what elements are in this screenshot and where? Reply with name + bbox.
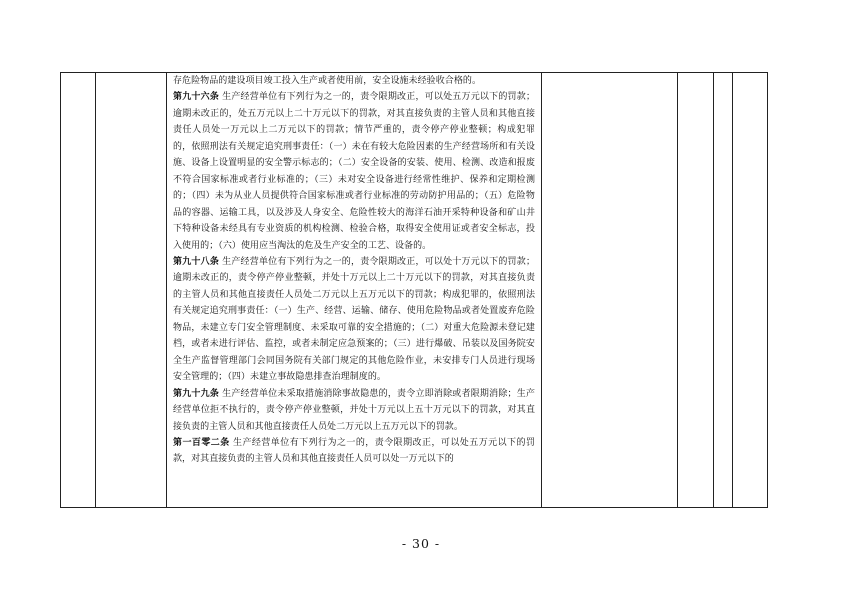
article [173, 435, 535, 468]
regulation-table [60, 72, 768, 508]
empty-cell [542, 73, 678, 508]
article [173, 254, 535, 386]
article-heading: 第九十九条 [173, 388, 220, 399]
empty-cell [61, 73, 96, 508]
article-body: 生产经营单位有下列行为之一的，责令限期改正，可以处五万元以下的罚款；逾期未改正的，处五万元以上二十万元以下的罚款，对其直接负责的主管人员和其他直接责任人员处一万元以上二万元以下的罚款；情节严重的，责令停产停业整顿；构成犯罪的，依照刑法有关规定追究刑事责任：（一）未在有较大危险因素的生产经营场所和有关设施、设备上设置明显的安全警示标志的；（二）安全设备的安装、使用、检测、改造和报废不符合国家标准或者行业标准的；（三）未对安全设备进行经常性维护、保养和定期检测的；（四）未为从业人员提供符合国家标准或者行业标准的劳动防护用品的；（五）危险物品的容器、运输工具，以及涉及人身安全、危险性较大的海洋石油开采特种设备和矿山井下特种设备未经具有专业资质的机构检测、检验合格，取得安全使用证或者安全标志，投入使用的；（六）使用应当淘汰的危及生产安全的工艺、设备的。 [173, 92, 536, 251]
empty-cell [714, 73, 733, 508]
empty-cell [733, 73, 768, 508]
article-body: 生产经营单位未采取措施消除事故隐患的，责令立即消除或者限期消除；生产经营单位拒不执行的，责令停产停业整顿，并处十万元以上五十万元以下的罚款，对其直接负责的主管人员和其他直接责任人员处二万元以上五万元以下的罚款。 [173, 388, 536, 432]
empty-cell [96, 73, 167, 508]
article [173, 89, 535, 254]
article-heading: 第一百零二条 [173, 437, 230, 448]
article [173, 386, 535, 435]
article-heading: 第九十六条 [173, 92, 220, 103]
page-number: - 30 - [401, 536, 441, 551]
empty-cell [678, 73, 714, 508]
article-heading: 第九十八条 [173, 256, 220, 267]
content-cell [167, 73, 542, 508]
article-body: 生产经营单位有下列行为之一的，责令限期改正，可以处十万元以下的罚款；逾期未改正的，责令停产停业整顿，并处十万元以上二十万元以下的罚款，对其直接负责的主管人员和其他直接责任人员处二万元以上五万元以下的罚款；构成犯罪的，依照刑法有关规定追究刑事责任：（一）生产、经营、运输、储存、使用危险物品或者处置废弃危险物品，未建立专门安全管理制度、未采取可靠的安全措施的；（二）对重大危险源未登记建档，或者未进行评估、监控，或者未制定应急预案的；（三）进行爆破、吊装以及国务院安全生产监督管理部门会同国务院有关部门规定的其他危险作业，未安排专门人员进行现场安全管理的；（四）未建立事故隐患排查治理制度的。 [173, 256, 536, 383]
article-body: 生产经营单位有下列行为之一的，责令限期改正，可以处五万元以下的罚款，对其直接负责的主管人员和其他直接责任人员可以处一万元以下的 [173, 437, 535, 465]
regulation-text [167, 73, 541, 468]
table-row [61, 73, 768, 508]
paragraph [173, 73, 535, 89]
paragraph-body: 存危险物品的建设项目竣工投入生产或者使用前，安全设施未经验收合格的。 [173, 76, 482, 86]
